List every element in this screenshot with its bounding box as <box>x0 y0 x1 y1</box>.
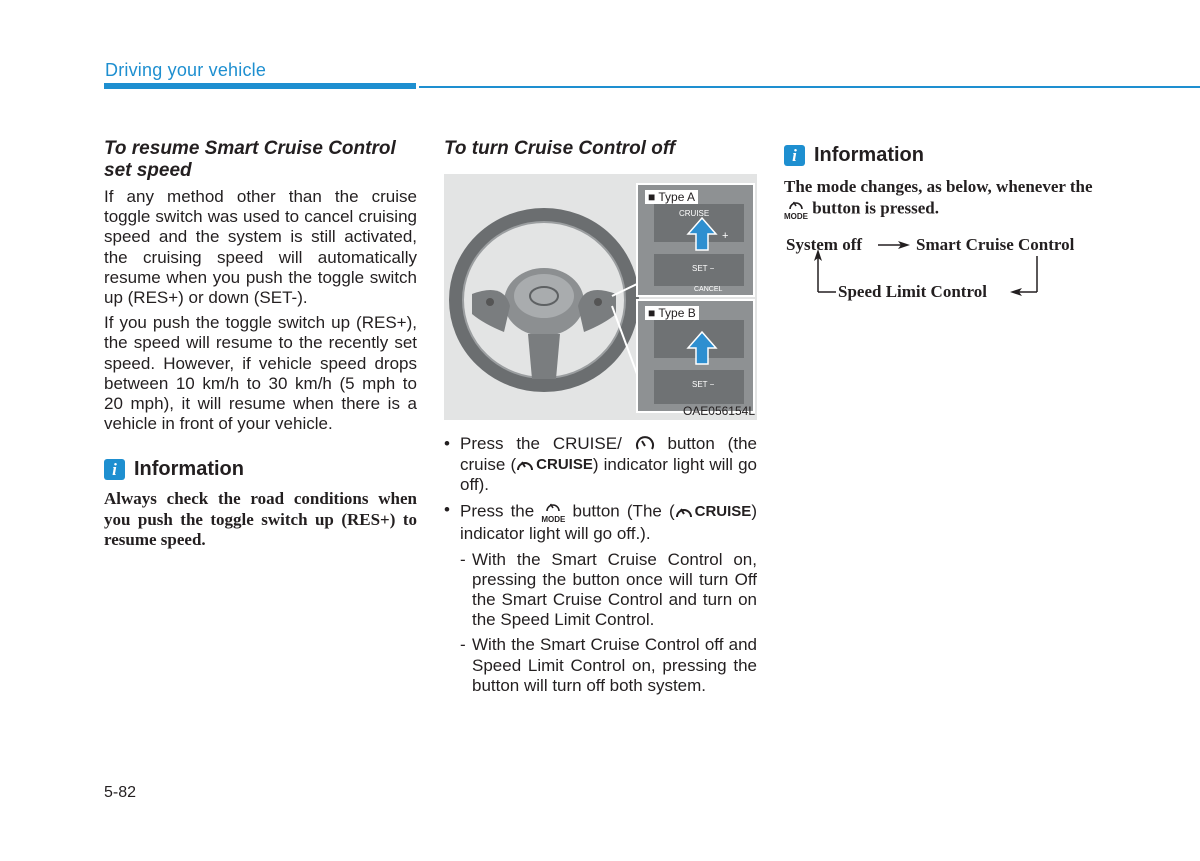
step-press-mode <box>444 500 757 696</box>
mode-system-off: System off <box>786 234 863 254</box>
cruise-indicator-word: CRUISE <box>536 455 593 473</box>
cruise-button-label: CRUISE <box>679 209 710 218</box>
mode-info-text-b: button is pressed. <box>812 197 939 217</box>
cruise-indicator-icon <box>516 457 534 473</box>
page-number: 5-82 <box>104 784 137 801</box>
cruise-off-heading: To turn Cruise Control off <box>444 138 676 159</box>
step1-text-a: Press the CRUISE/ <box>460 434 622 453</box>
header-rule-thick <box>104 83 416 89</box>
cruise-indicator-word-2: CRUISE <box>694 503 752 521</box>
mode-speed-limit: Speed Limit Control <box>838 281 987 301</box>
substep-2: - With the Smart Cruise Control off and Speed Limit Control on, pressing the button will turn off both system. <box>460 635 757 696</box>
resume-paragraph-2: If you push the toggle switch up (RES+), the speed will resume to the recently set speed. However, if vehicle speed drops between 10 km/h to 30 km/h (5 mph to 20 mph), it will resume when there is a vehicle in front of your vehicle. <box>104 313 417 434</box>
mode-word: MODE <box>541 515 566 525</box>
figure-code: OAE056154L <box>682 404 755 418</box>
step1-text-c: ) indicator light will go off). <box>460 454 758 495</box>
mode-speedometer-icon-2 <box>788 198 804 210</box>
cruise-indicator <box>516 455 593 475</box>
substep-1: - With the Smart Cruise Control on, pressing the button once will turn Off the Smart Cruise Control and turn on the Speed Limit Control. <box>460 550 757 631</box>
resume-paragraph-1: If any method other than the cruise toggle switch was used to cancel cruising speed and the system is still activated, the cruising speed will automatically resume when you push the toggle switch up (RES+) or down (SET-). <box>104 187 417 308</box>
info-title-2: Information <box>814 144 924 166</box>
type-a-label: ■ Type A <box>645 190 698 204</box>
mode-speedometer-icon <box>545 500 561 512</box>
info-header <box>104 458 417 481</box>
step-press-cruise <box>444 434 757 495</box>
cruise-off-steps <box>444 434 757 696</box>
mode-cycle-diagram <box>784 235 1099 305</box>
column-mode-info <box>784 144 1099 305</box>
section-title: Driving your vehicle <box>105 60 267 80</box>
step1-text-b: button (the cruise ( <box>460 434 757 474</box>
info-icon-2: i <box>784 145 805 166</box>
step2-text-c: ) indicator light will go off.). <box>460 501 757 544</box>
info-title: Information <box>134 458 244 481</box>
cruise-indicator-2 <box>675 502 752 522</box>
mode-button-icon <box>541 500 565 524</box>
column-resume <box>104 138 417 551</box>
mode-button-icon-2 <box>784 198 808 221</box>
set-label-b: SET − <box>692 380 715 389</box>
header-rule-thin <box>419 86 1200 88</box>
step2-text-b: button (The ( <box>572 501 675 521</box>
info-text: Always check the road conditions when you push the toggle switch up (RES+) to resume speed. <box>104 489 417 550</box>
steering-wheel-figure <box>444 174 757 420</box>
type-b-label: ■ Type B <box>645 306 699 320</box>
mode-smart-cruise: Smart Cruise Control <box>916 234 1075 254</box>
mode-substeps <box>460 550 757 696</box>
column-cruise-off <box>444 138 757 701</box>
speedometer-icon <box>635 435 655 455</box>
cruise-indicator-icon-2 <box>675 504 693 520</box>
cancel-label: CANCEL <box>694 286 723 293</box>
mode-info-text-a: The mode changes, as below, whenever the <box>784 177 1093 196</box>
info-icon: i <box>104 459 125 480</box>
step2-text-a: Press the <box>460 501 535 521</box>
mode-info-text <box>784 177 1096 221</box>
mode-word-2: MODE <box>784 211 808 221</box>
set-label: SET − <box>692 264 715 273</box>
resume-heading: To resume Smart Cruise Control set speed <box>104 138 396 181</box>
plus-label: + <box>722 230 729 242</box>
info-header-2 <box>784 144 1099 167</box>
